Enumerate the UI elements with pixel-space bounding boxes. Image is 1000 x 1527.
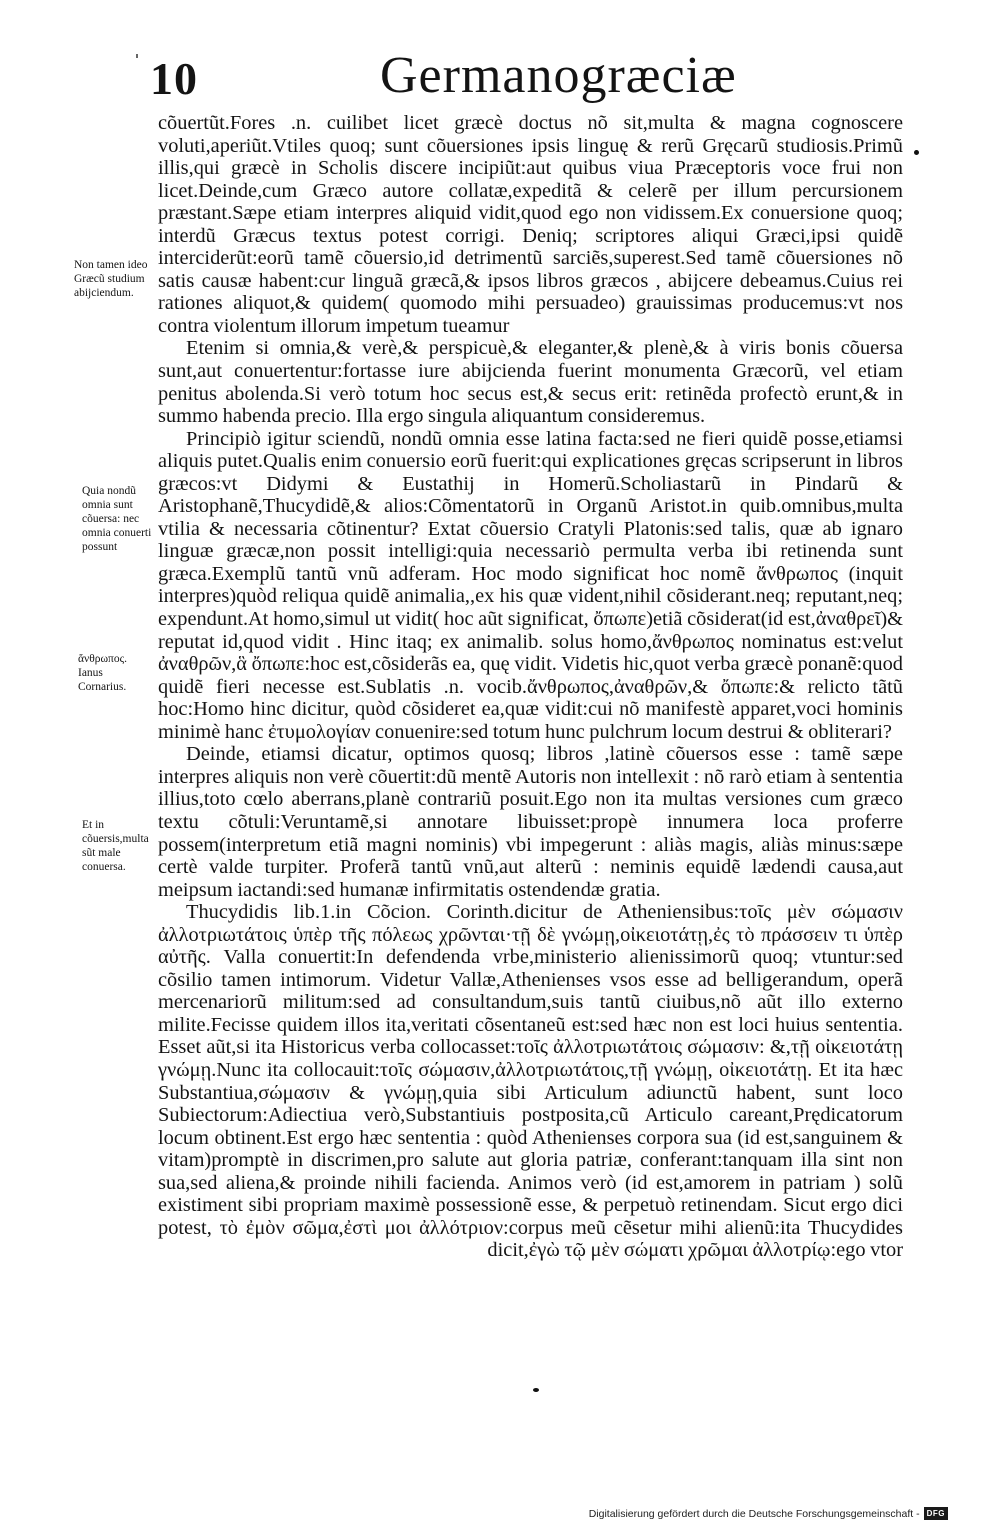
paragraph: Etenim si omnia,& verè,& perspicuè,& eleganter,& plenè,& à viris bonis cõuersa sunt,aut conuertentur:fortasse iure abijcienda fuerint monumenta Græcorũ, vel etiam penitus abolenda.Si verò totum hoc secus est,& secus erit: retinẽda profectò erunt,& in summo habenda precio. Illa ergo singula aliquantum consideremus.	[158, 337, 903, 428]
footer-credit: Digitalisierung gefördert durch die Deutsche Forschungsgemeinschaft -	[588, 1507, 920, 1520]
marginal-note: ἄνθρωπος. Ianus Cornarius.	[78, 653, 128, 693]
running-head: Germanogræciæ	[380, 47, 737, 104]
paragraph: Thucydidis lib.1.in Cõcion. Corinth.dicitur de Atheniensibus:τοῖς μὲν σώμασιν ἀλλοτριωτάτοις ὑπὲρ τῆς πόλεως χρῶνται·τῇ δὲ γνώμῃ,οἰκειοτάτῃ,ἐς τὸ πράσσειν τι ὑπὲρ αὐτῆς. Valla conuertit:In defendenda vrbe,ministerio alienissimorũ quoq; vtuntur:sed cõsilio tamen intimorum. Videtur Vallæ,Athenienses vsos esse ad belligerandum, operã mercenariorũ militum:sed ad consultandum,suis tantũ ciuibus,nõ aũt illo externo milite.Fecisse quidem illos ita,veritati cõsentaneũ est:sed hæc non est loci huius sententia. Esset aũt,si ita Historicus verba collocasset:τοῖς ἀλλοτριωτάτοις σώμασιν: &,τῇ οἰκειοτάτῃ γνώμῃ.Nunc ita collocauit:τοῖς σώμασιν,ἀλλοτριωτάτοις,τῇ γνώμῃ, οἰκειοτάτῃ. Et ita hæc Substantiua,σώμασιν & γνώμῃ,quia sibi Articulum adiunctũ habent, sunt loco Subiectorum:Adiectiua verò,Substantiuis postposita,cũ Articulo careant,Prędicatorum locum obtinent.Est ergo hæc sententia : quòd Athenienses corpora sua (id est,sanguinem & vitam)promptè in discrimen,pro salute aut gloria patriæ, conferant:tanquam illa sint non sua,sed aliena,& proinde nihili facienda. Animos verò (id est,amorem in patriam ) solũ existiment sibi propriam maximè possessionẽ esse, & perpetuò retinendam. Sicut ergo dici potest, τὸ ἐμὸν σῶμα,ἐστὶ μοι ἀλλότριον:corpus meũ cẽsetur mihi alienũ:ita Thucydides dicit,ἐγὼ τῷ μὲν σώματι χρῶμαι ἀλλοτρίῳ:ego vtor	[158, 901, 903, 1262]
page-number: 10	[150, 53, 198, 104]
body-text	[158, 112, 903, 1262]
marginal-note: Quia nondũ omnia sunt cõuersa: nec omnia conuerti possunt	[82, 485, 152, 553]
marginal-note: Et in cõuersis,multa sũt male conuersa.	[82, 819, 149, 873]
ink-speck	[533, 1388, 539, 1392]
paragraph: Deinde, etiamsi dicatur, optimos quosq; libros ,latinè cõuersos esse : tamẽ sæpe interpres aliquis non verè cõuertit:dũ mentẽ Autoris non intellexit : nõ rarò etiam à sententia illius,toto cœlo aberrans,planè contrariũ posuit.Ego non ita multas versiones cum græco textu cõtuli:Veruntamẽ,si annotare libuisset:propè innumera loca proferre possem(interpretum etiã magni nominis) vbi impegerunt : aliàs magis, aliàs minus:sæpe certè valde turpiter. Proferã tantũ vnũ,aut alterũ : neminis equidẽ lædendi causa,aut meipsum iactandi:sed humanæ infirmitatis ostendendæ gratia.	[158, 743, 903, 901]
paragraph: Principiò igitur sciendũ, nondũ omnia esse latina facta:sed ne fieri quidẽ posse,etiamsi aliquis putet.Qualis enim conuersio eorũ fuerit:qui explicationes gręcas scripserunt in libros græcos:vt Didymi & Eustathij in Homerũ.Scholiastarũ in Pindarũ & Aristophanẽ,Thucydidẽ,& alios:Cõmentatorũ in Organũ Aristot.in quib.omnibus,multa vtilia & necessaria cõtinentur? Extat cõuersio Cratyli Platonis:sed talis, quæ ab ignaro linguæ græcæ,non possit intelligi:quia necessariò permulta verba ibi retinenda sunt græca.Exemplũ tantũ vnũ adferam. Hoc modo significat hoc nomẽ ἄνθρωπος (inquit interpres)quòd reliqua quidẽ animalia,,ex his quæ vident,nihil cõsiderant.neq; reputant,neq; expendunt.At homo,simul ut vidit( hoc aũt significat, ὄπωπε)etiã cõsiderat(id est,ἀναθρεῖ)& reputat id,quod vidit . Hinc itaq; ex animalib. solus homo,ἄνθρωπος nominatus est:velut ἀναθρῶν,ἃ ὄπωπε:hoc est,cõsiderãs ea, quę vidit. Videtis hic,quot verba græcè ponanẽ:quod quidẽ fieri necesse est.Sublatis .n. vocib.ἄνθρωπος,ἀναθρῶν,& ὄπωπε:& relicto tãtũ hoc:Homo hinc dicitur, quòd cõsideret ea,quæ vidit:cui nõ manifestè apparet,voci hominis minimè hanc ἐτυμολογίαν conuenire:sed totum hunc pulchrum locum destrui & obliterari?	[158, 427, 903, 743]
ink-speck	[136, 54, 138, 58]
ink-speck	[914, 150, 919, 155]
paragraph: cõuertũt.Fores .n. cuilibet licet græcè doctus nõ sit,multa & magna cognoscere voluti,aperiũt.Vtiles quoq; sunt cõuersiones ipsis linguę & rerũ Gręcarũ studiosis.Primũ illis,qui græcè in Scholis discere incipiũt:aut quibus viua Præceptoris voce frui non licet.Deinde,cum Græco autore collatæ,expeditã & celerẽ per illum percursionem præstant.Sæpe etiam interpres aliquid vidit,quod ego non vidissem.Ex conuersione quoq; interdũ Græcus textus potest corrigi. Deniq; scriptores aliqui Græci,ipsi quidẽ interciderũt:eorũ tamẽ cõuersio,id detrimentũ sarciẽs,superest.Sed tamẽ cõuersiones nõ satis causæ habent:cur linguã græcã,& ipsos libros græcos , abijcere debeamus.Cuius rei rationes aliquot,& quidem( quomodo mihi persuadeo) grauissimas producemus:vt nos contra violentum illorum impetum tueamur	[158, 112, 903, 337]
digitization-footer	[589, 1507, 948, 1520]
dfg-logo-icon: DFG	[924, 1507, 948, 1520]
marginal-note: Non tamen ideo Græcũ studium abijciendum.	[74, 259, 148, 299]
